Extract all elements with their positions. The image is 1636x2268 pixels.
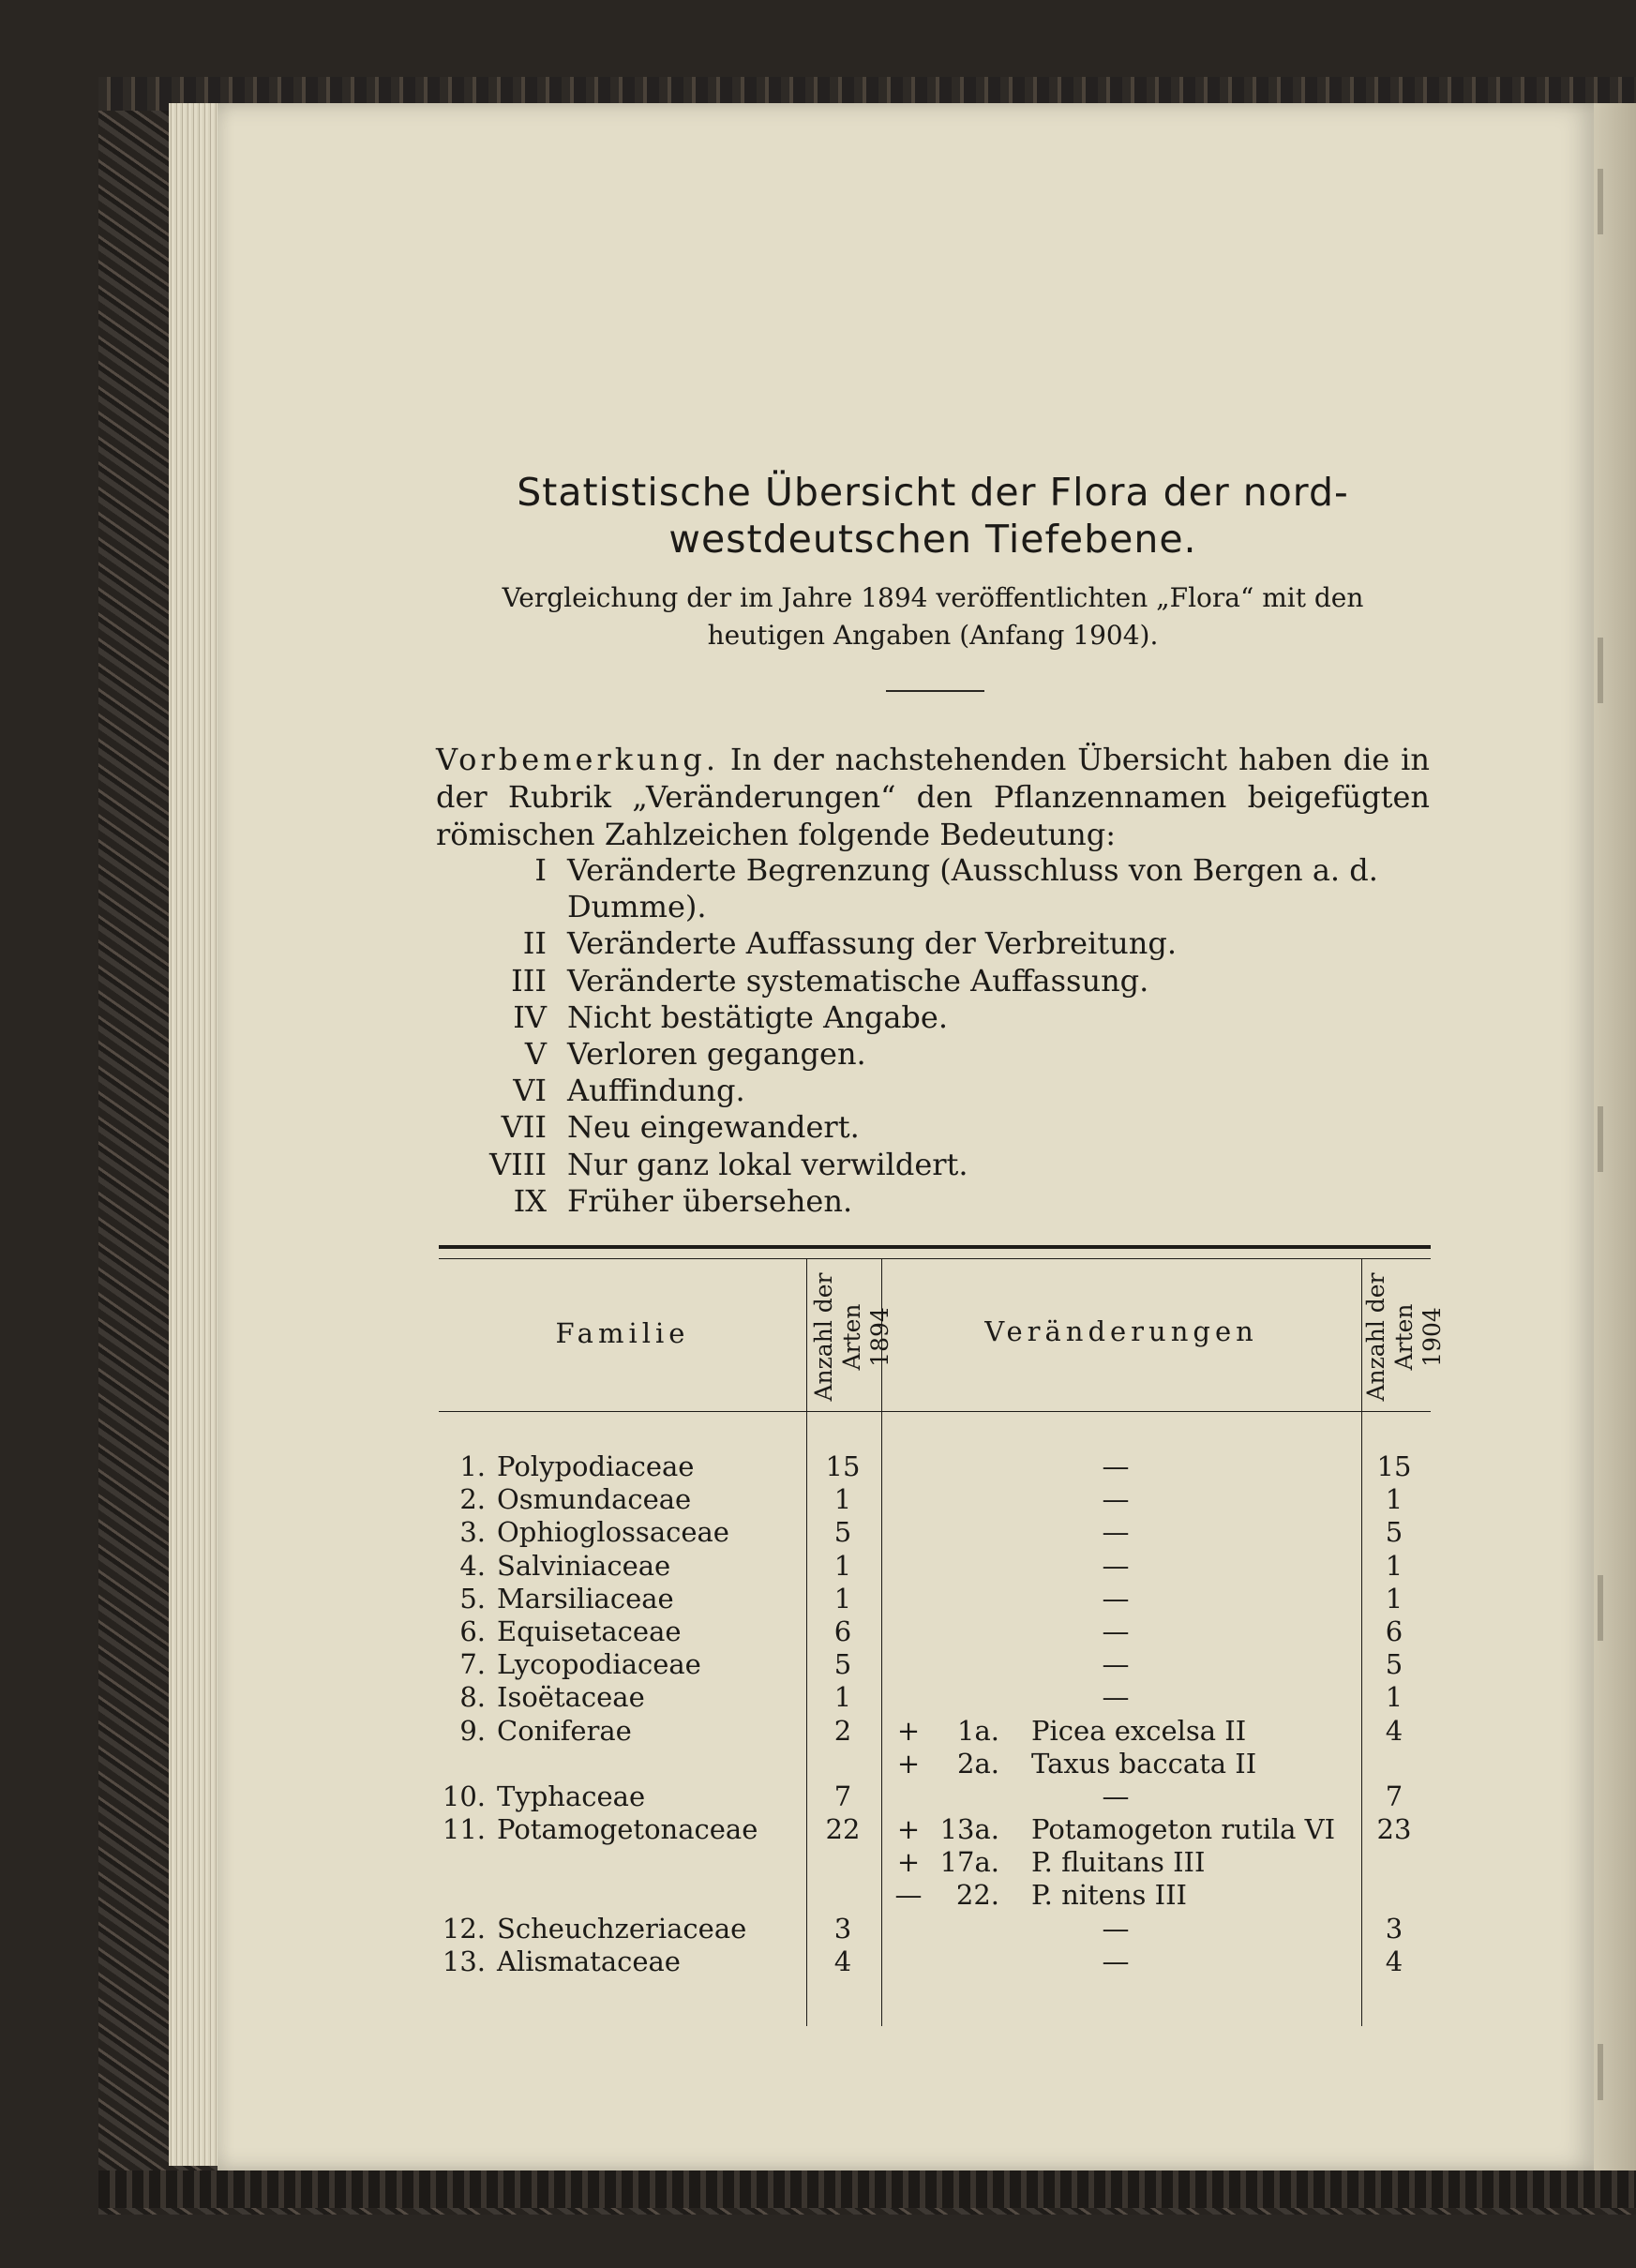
row-number: 12. <box>442 1912 486 1945</box>
change-sign: + <box>896 1714 921 1747</box>
table-row <box>439 1648 1431 1681</box>
family-name: Lycopodiaceae <box>497 1648 701 1681</box>
change-code: 1a. <box>957 1714 999 1747</box>
change-code: 2a. <box>957 1747 999 1780</box>
legend-numeral: I <box>534 852 547 888</box>
table-row <box>439 1715 1431 1748</box>
numeral-legend <box>436 852 1430 1220</box>
legend-item <box>436 925 1430 962</box>
table-row <box>439 1583 1431 1615</box>
count-1904: 4 <box>1385 1714 1403 1747</box>
count-1904: 5 <box>1385 1516 1403 1549</box>
table-row <box>439 1748 1431 1780</box>
page-title <box>431 469 1434 563</box>
no-change-dash: — <box>1102 1780 1130 1812</box>
legend-item <box>436 852 1430 925</box>
preliminary-note-text: In der nachstehenden Übersicht haben die in der Rubrik „Veränderungen“ den Pflanzennamen beigefügten römischen Zahlzeichen folgende Bedeutung: <box>436 742 1430 852</box>
change-species: Picea excelsa II <box>1031 1714 1247 1747</box>
change-species: P. nitens III <box>1031 1879 1187 1912</box>
table-row <box>439 1879 1431 1912</box>
header-count-1904-line-2: Arten 1904 <box>1390 1303 1446 1371</box>
no-change-dash: — <box>1102 1681 1130 1714</box>
count-1894: 3 <box>833 1912 852 1945</box>
row-number: 8. <box>459 1681 486 1714</box>
family-name: Osmundaceae <box>497 1483 692 1516</box>
legend-meaning: Auffindung. <box>567 1073 745 1109</box>
legend-meaning: Nur ganz lokal verwildert. <box>567 1146 968 1182</box>
table-row <box>439 1945 1431 1978</box>
title-line-1: Statistische Übersicht der Flora der nord- <box>517 470 1349 515</box>
subtitle-line-2: heutigen Angaben (Anfang 1904). <box>707 620 1159 651</box>
row-number: 3. <box>459 1516 486 1549</box>
legend-item <box>436 999 1430 1036</box>
subtitle-line-1: Vergleichung der im Jahre 1894 veröffentlichten „Flora“ mit den <box>502 582 1364 613</box>
legend-numeral: IX <box>513 1182 547 1219</box>
legend-item <box>436 1147 1430 1183</box>
table-row <box>439 1615 1431 1648</box>
row-number: 9. <box>459 1714 486 1747</box>
family-name: Coniferae <box>497 1714 632 1747</box>
table-row <box>439 1913 1431 1945</box>
count-1904: 15 <box>1376 1450 1412 1482</box>
no-change-dash: — <box>1102 1648 1130 1681</box>
legend-numeral: VII <box>501 1109 547 1146</box>
count-1894: 1 <box>833 1582 852 1615</box>
family-name: Marsiliaceae <box>497 1582 674 1615</box>
header-count-1894-line-1: Anzahl der <box>810 1272 837 1402</box>
legend-meaning: Veränderte Auffassung der Verbreitung. <box>567 925 1178 962</box>
legend-meaning: Veränderte systematische Auffassung. <box>567 962 1149 999</box>
page-subtitle <box>431 579 1434 654</box>
count-1904: 1 <box>1385 1681 1403 1714</box>
table-row <box>439 1483 1431 1516</box>
change-sign: — <box>894 1879 923 1912</box>
header-familie: Familie <box>555 1317 690 1349</box>
count-1904: 23 <box>1376 1813 1412 1846</box>
legend-numeral: III <box>511 962 547 999</box>
table-row <box>439 1846 1431 1879</box>
count-1904: 3 <box>1385 1912 1403 1945</box>
no-change-dash: — <box>1102 1450 1130 1482</box>
count-1904: 1 <box>1385 1582 1403 1615</box>
header-count-1904 <box>1362 1271 1446 1403</box>
legend-numeral: IV <box>513 999 547 1035</box>
row-number: 10. <box>442 1780 486 1812</box>
legend-numeral: VI <box>513 1073 547 1109</box>
title-line-2: westdeutschen Tiefebene. <box>668 517 1197 562</box>
count-1904: 1 <box>1385 1483 1403 1516</box>
legend-meaning: Früher übersehen. <box>567 1182 853 1219</box>
count-1894: 1 <box>833 1549 852 1582</box>
header-veraenderungen: Veränderungen <box>984 1315 1258 1347</box>
count-1904: 4 <box>1385 1945 1403 1977</box>
table-row <box>439 1681 1431 1714</box>
change-sign: + <box>896 1813 921 1846</box>
count-1894: 6 <box>833 1615 852 1647</box>
table-row <box>439 1450 1431 1483</box>
family-name: Typhaceae <box>497 1780 646 1812</box>
row-number: 11. <box>442 1813 486 1846</box>
legend-meaning: Neu eingewandert. <box>567 1109 860 1146</box>
table-row <box>439 1780 1431 1813</box>
no-change-dash: — <box>1102 1549 1130 1582</box>
row-number: 2. <box>459 1483 486 1516</box>
no-change-dash: — <box>1102 1615 1130 1647</box>
row-number: 5. <box>459 1582 486 1615</box>
count-1894: 2 <box>833 1714 852 1747</box>
legend-item <box>436 1183 1430 1220</box>
family-name: Scheuchzeriaceae <box>497 1912 747 1945</box>
legend-item <box>436 963 1430 999</box>
legend-meaning: Nicht bestätigte Angabe. <box>567 999 948 1035</box>
change-code: 17a. <box>939 1846 999 1879</box>
legend-numeral: II <box>522 925 547 962</box>
no-change-dash: — <box>1102 1582 1130 1615</box>
count-1904: 7 <box>1385 1780 1403 1812</box>
preliminary-note-lead: Vorbemerkung. <box>436 742 719 777</box>
table-top-rule-thin <box>439 1258 1431 1259</box>
family-name: Equisetaceae <box>497 1615 682 1647</box>
count-1894: 5 <box>833 1516 852 1549</box>
change-species: P. fluitans III <box>1031 1846 1206 1879</box>
change-code: 22. <box>955 1879 999 1912</box>
family-name: Polypodiaceae <box>497 1450 695 1482</box>
count-1894: 1 <box>833 1681 852 1714</box>
legend-item <box>436 1073 1430 1109</box>
count-1904: 5 <box>1385 1648 1403 1681</box>
count-1894: 15 <box>825 1450 861 1482</box>
table-top-rule <box>439 1245 1431 1249</box>
no-change-dash: — <box>1102 1912 1130 1945</box>
table-body <box>439 1450 1431 1978</box>
family-name: Ophioglossaceae <box>497 1516 729 1549</box>
count-1894: 1 <box>833 1483 852 1516</box>
table-header-rule <box>439 1411 1431 1412</box>
count-1904: 6 <box>1385 1615 1403 1647</box>
legend-numeral: VIII <box>488 1146 547 1182</box>
family-name: Potamogetonaceae <box>497 1813 758 1846</box>
row-number: 4. <box>459 1549 486 1582</box>
legend-numeral: V <box>524 1036 547 1073</box>
book-bottom-edge <box>98 2170 1636 2208</box>
change-sign: + <box>896 1846 921 1879</box>
change-sign: + <box>896 1747 921 1780</box>
count-1894: 7 <box>833 1780 852 1812</box>
change-code: 13a. <box>939 1813 999 1846</box>
count-1894: 4 <box>833 1945 852 1977</box>
change-species: Taxus baccata II <box>1031 1747 1257 1780</box>
binding-stitch <box>1598 169 1603 2100</box>
legend-meaning: Veränderte Begrenzung (Ausschluss von Bergen a. d. Dumme). <box>567 852 1378 925</box>
family-name: Alismataceae <box>497 1945 681 1977</box>
change-species: Potamogeton rutila VI <box>1031 1813 1336 1846</box>
no-change-dash: — <box>1102 1516 1130 1549</box>
row-number: 6. <box>459 1615 486 1647</box>
row-number: 13. <box>442 1945 486 1977</box>
table-row <box>439 1516 1431 1549</box>
family-name: Isoëtaceae <box>497 1681 645 1714</box>
header-count-1894 <box>810 1271 893 1403</box>
table-row <box>439 1550 1431 1583</box>
legend-item <box>436 1036 1430 1073</box>
preliminary-note <box>436 741 1430 853</box>
row-number: 1. <box>459 1450 486 1482</box>
count-1904: 1 <box>1385 1549 1403 1582</box>
header-count-1894-line-2: Arten 1894 <box>838 1303 893 1371</box>
no-change-dash: — <box>1102 1483 1130 1516</box>
count-1894: 5 <box>833 1648 852 1681</box>
legend-meaning: Verloren gegangen. <box>567 1036 866 1073</box>
legend-item <box>436 1109 1430 1146</box>
section-divider <box>886 690 984 692</box>
no-change-dash: — <box>1102 1945 1130 1977</box>
count-1894: 22 <box>825 1813 861 1846</box>
table-row <box>439 1813 1431 1846</box>
row-number: 7. <box>459 1648 486 1681</box>
header-count-1904-line-1: Anzahl der <box>1362 1272 1389 1402</box>
family-name: Salviniaceae <box>497 1549 671 1582</box>
